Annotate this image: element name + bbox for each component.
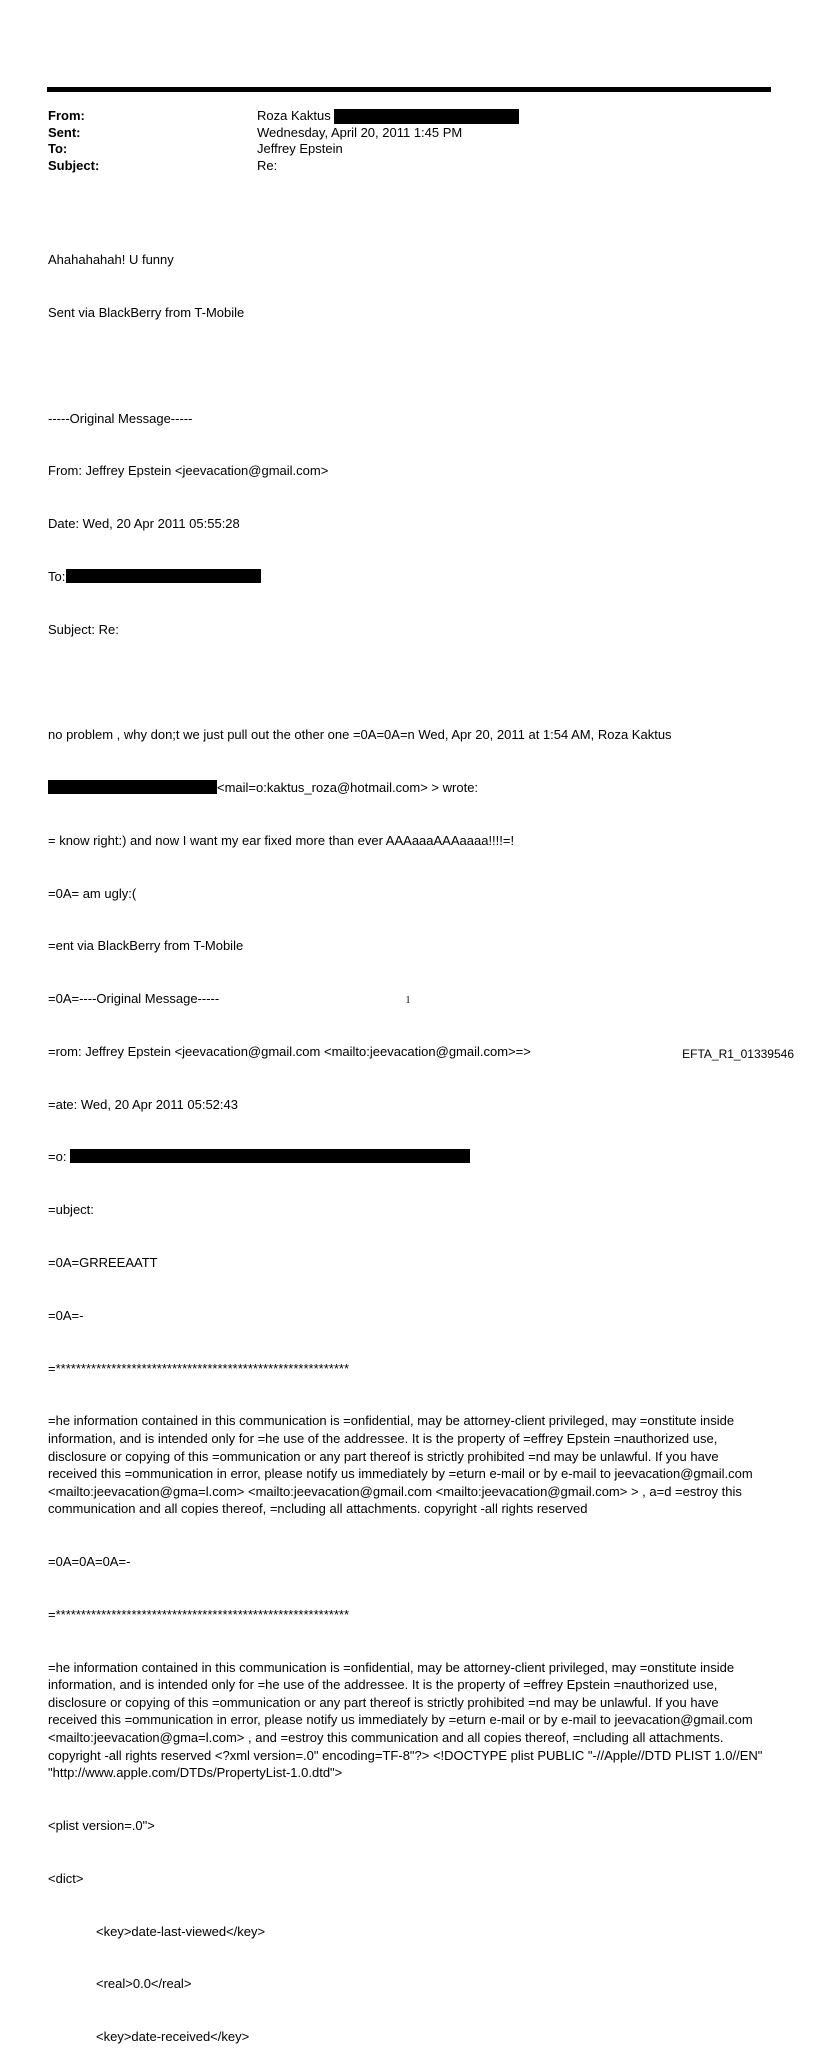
from-value: Roza Kaktus	[257, 108, 331, 123]
email-body	[48, 216, 770, 2063]
redaction-box	[334, 109, 519, 124]
document-id: EFTA_R1_01339546	[682, 1047, 794, 1061]
subject-label: Subject:	[48, 157, 100, 173]
subject-value: Re:	[257, 157, 278, 173]
body-line: Ahahahahah! U funny	[48, 252, 174, 268]
from-row	[48, 108, 519, 125]
separator-line: =**********************************************************	[48, 1606, 350, 1622]
sent-value: Wednesday, April 20, 2011 1:45 PM	[257, 124, 463, 140]
body-line: Subject: Re:	[48, 621, 119, 637]
email-header	[48, 108, 519, 174]
to-label: To:	[48, 141, 68, 156]
body-line: =0A=-	[48, 1307, 84, 1323]
subject-row	[48, 158, 519, 175]
body-line: <real>0.0</real>	[96, 1976, 192, 1992]
sent-row	[48, 125, 519, 142]
redaction-box	[70, 1149, 470, 1163]
body-line: From: Jeffrey Epstein <jeevacation@gmail.com>	[48, 463, 329, 479]
page-number: 1	[405, 995, 411, 1006]
body-line: =0A=GRREEAATT	[48, 1255, 158, 1271]
body-line: <plist version=.0">	[48, 1818, 155, 1834]
body-line: =0A=0A=0A=-	[48, 1554, 131, 1570]
disclaimer-paragraph: =he information contained in this communication is =onfidential, may be attorney-client privileged, may =onstitute inside information, and is intended only for =he use of the addressee. It is the property of =effrey Epstein =nauthorized use, disclosure or copying of this =ommunication or any part thereof is strictly prohibited =nd may be unlawful. If you have received this =ommunication in error, please notify us immediately by =eturn e-mail or by e-mail to jeevacation@gmail.com <mailto:jeevacation@gma=l.com> <mailto:jeevacation@gmail.com <mailto:jeevacation@gmail.com> > , a=d =estroy this communication and all copies thereof, =ncluding all attachments. copyright -all rights reserved	[48, 1413, 757, 1517]
body-line: Date: Wed, 20 Apr 2011 05:55:28	[48, 516, 240, 532]
body-line: <key>date-last-viewed</key>	[96, 1923, 266, 1939]
to-line: =o:	[48, 1148, 770, 1166]
body-line: =0A= am ugly:(	[48, 885, 137, 901]
body-line: -----Original Message-----	[48, 410, 193, 426]
body-line: Sent via BlackBerry from T-Mobile	[48, 304, 245, 320]
body-line: =ate: Wed, 20 Apr 2011 05:52:43	[48, 1096, 238, 1112]
sent-label: Sent:	[48, 124, 81, 140]
to-line: To:	[48, 568, 770, 586]
to-value: Jeffrey Epstein	[257, 141, 343, 156]
body-line: <key>date-received</key>	[96, 2029, 250, 2045]
body-line: <dict>	[48, 1870, 84, 1886]
mailto-line: <mail=o:kaktus_roza@hotmail.com> > wrote:	[48, 779, 770, 797]
header-rule	[47, 87, 771, 92]
redaction-box	[66, 569, 261, 583]
body-line: no problem , why don;t we just pull out the other one =0A=0A=n Wed, Apr 20, 2011 at 1:54 AM, Roza Kaktus	[48, 727, 672, 743]
separator-line: =**********************************************************	[48, 1360, 350, 1376]
disclaimer-paragraph: =he information contained in this communication is =onfidential, may be attorney-client privileged, may =onstitute inside information, and is intended only for =he use of the addressee. It is the property of =effrey Epstein =nauthorized use, disclosure or copying of this =ommunication or any part thereof is strictly prohibited =nd may be unlawful. If you have received this =ommunication in error, please notify us immediately by =eturn e-mail or by e-mail to jeevacation@gmail.com <mailto:jeevacation@gma=l.com> , and =estroy this communication and all copies thereof, =ncluding all attachments. copyright -all rights reserved <?xml version=.0" encoding=TF-8"?> <!DOCTYPE plist PUBLIC "-//Apple//DTD PLIST 1.0//EN" "http://www.apple.com/DTDs/PropertyList-1.0.dtd">	[48, 1659, 766, 1781]
to-row	[48, 141, 519, 158]
body-line: = know right:) and now I want my ear fixed more than ever AAAaaaAAAaaaa!!!!=!	[48, 832, 515, 848]
body-line: =ubject:	[48, 1202, 94, 1218]
body-line: =rom: Jeffrey Epstein <jeevacation@gmail.com <mailto:jeevacation@gmail.com>=>	[48, 1043, 531, 1059]
body-line: =0A=----Original Message-----	[48, 991, 220, 1007]
redaction-box	[48, 780, 217, 794]
body-line: =ent via BlackBerry from T-Mobile	[48, 938, 244, 954]
from-label: From:	[48, 108, 85, 123]
